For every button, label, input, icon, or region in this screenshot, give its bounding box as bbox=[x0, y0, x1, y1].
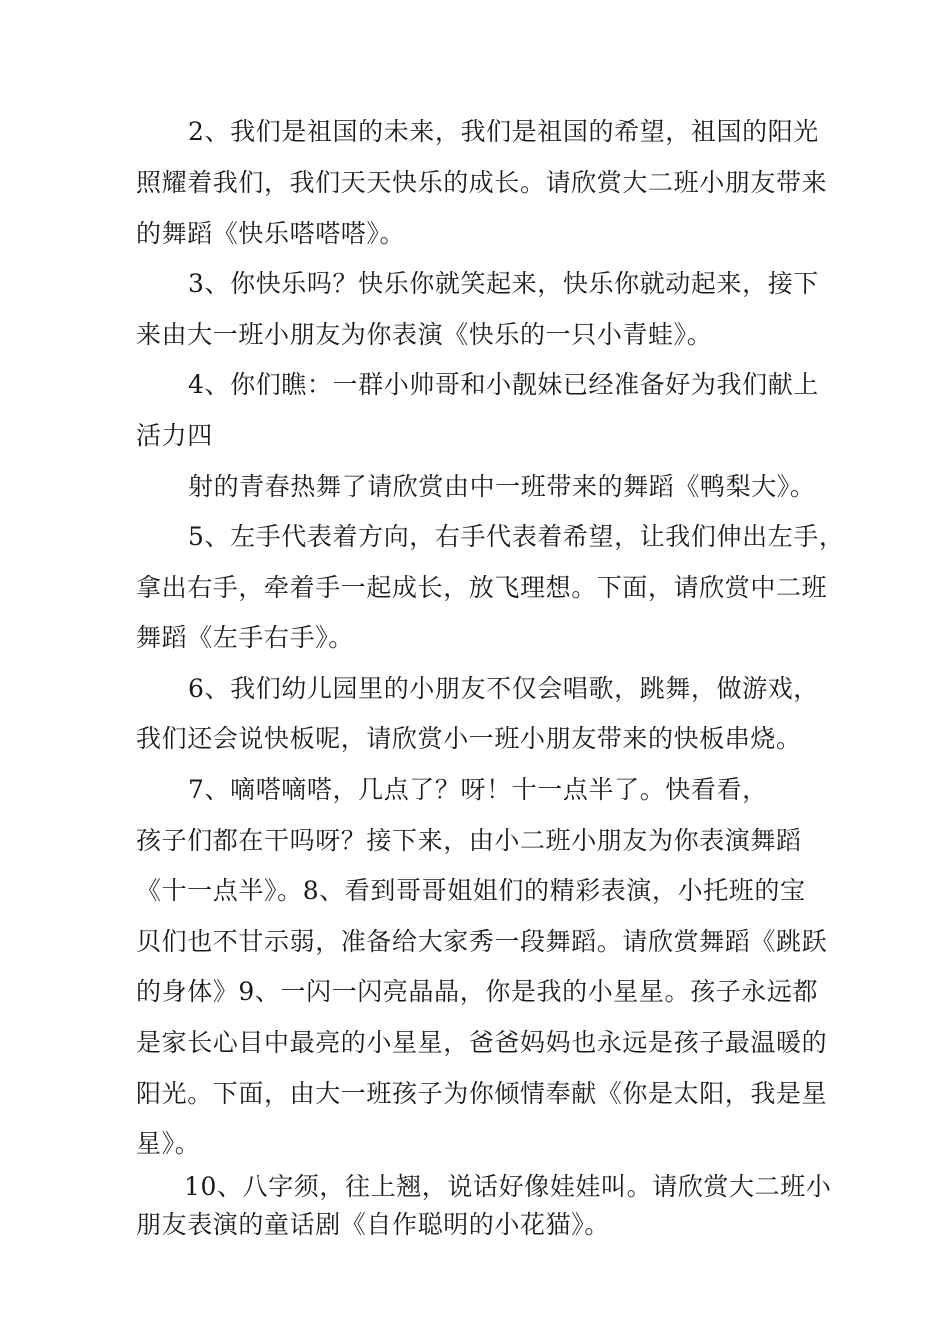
text-line: 照耀着我们，我们天天快乐的成长。请欣赏大二班小朋友带来 bbox=[136, 168, 828, 197]
text-line: 3、你快乐吗？快乐你就笑起来，快乐你就动起来，接下 bbox=[188, 269, 819, 298]
text-line: 星》。 bbox=[136, 1129, 201, 1158]
text-line: 舞蹈《左手右手》。 bbox=[136, 623, 354, 652]
text-line: 10、八字须，往上翘，说话好像娃娃叫。请欣赏大二班小 bbox=[184, 1172, 832, 1201]
text-line: 7、嘀嗒嘀嗒，几点了？呀！十一点半了。快看看， bbox=[188, 775, 768, 804]
text-line: 贝们也不甘示弱，准备给大家秀一段舞蹈。请欣赏舞蹈《跳跃 bbox=[136, 927, 828, 956]
text-line: 《十一点半》。8、看到哥哥姐姐们的精彩表演，小托班的宝 bbox=[136, 876, 806, 905]
text-line: 的身体》9、一闪一闪亮晶晶，你是我的小星星。孩子永远都 bbox=[136, 977, 819, 1006]
text-line: 阳光。下面，由大一班孩子为你倾情奉献《你是太阳，我是星 bbox=[136, 1079, 828, 1108]
text-line: 的舞蹈《快乐嗒嗒嗒》。 bbox=[136, 219, 406, 248]
text-line: 活力四 bbox=[136, 421, 213, 450]
text-line: 5、左手代表着方向，右手代表着希望，让我们伸出左手， bbox=[188, 522, 845, 551]
text-line: 来由大一班小朋友为你表演《快乐的一只小青蛙》。 bbox=[136, 320, 713, 349]
text-line: 射的青春热舞了请欣赏由中一班带来的舞蹈《鸭梨大》。 bbox=[188, 472, 816, 501]
text-line: 6、我们幼儿园里的小朋友不仅会唱歌，跳舞，做游戏， bbox=[188, 674, 819, 703]
text-line: 是家长心目中最亮的小星星，爸爸妈妈也永远是孩子最温暖的 bbox=[136, 1028, 828, 1057]
text-line: 4、你们瞧：一群小帅哥和小靓妹已经准备好为我们献上 bbox=[188, 370, 819, 399]
text-line: 我们还会说快板呢，请欣赏小一班小朋友带来的快板串烧。 bbox=[136, 724, 802, 753]
text-line: 朋友表演的童话剧《自作聪明的小花猫》。 bbox=[136, 1210, 610, 1239]
text-line: 2、我们是祖国的未来，我们是祖国的希望，祖国的阳光 bbox=[188, 117, 819, 146]
text-line: 拿出右手，牵着手一起成长，放飞理想。下面，请欣赏中二班 bbox=[136, 573, 828, 602]
text-line: 孩子们都在干吗呀？接下来，由小二班小朋友为你表演舞蹈 bbox=[136, 826, 802, 855]
